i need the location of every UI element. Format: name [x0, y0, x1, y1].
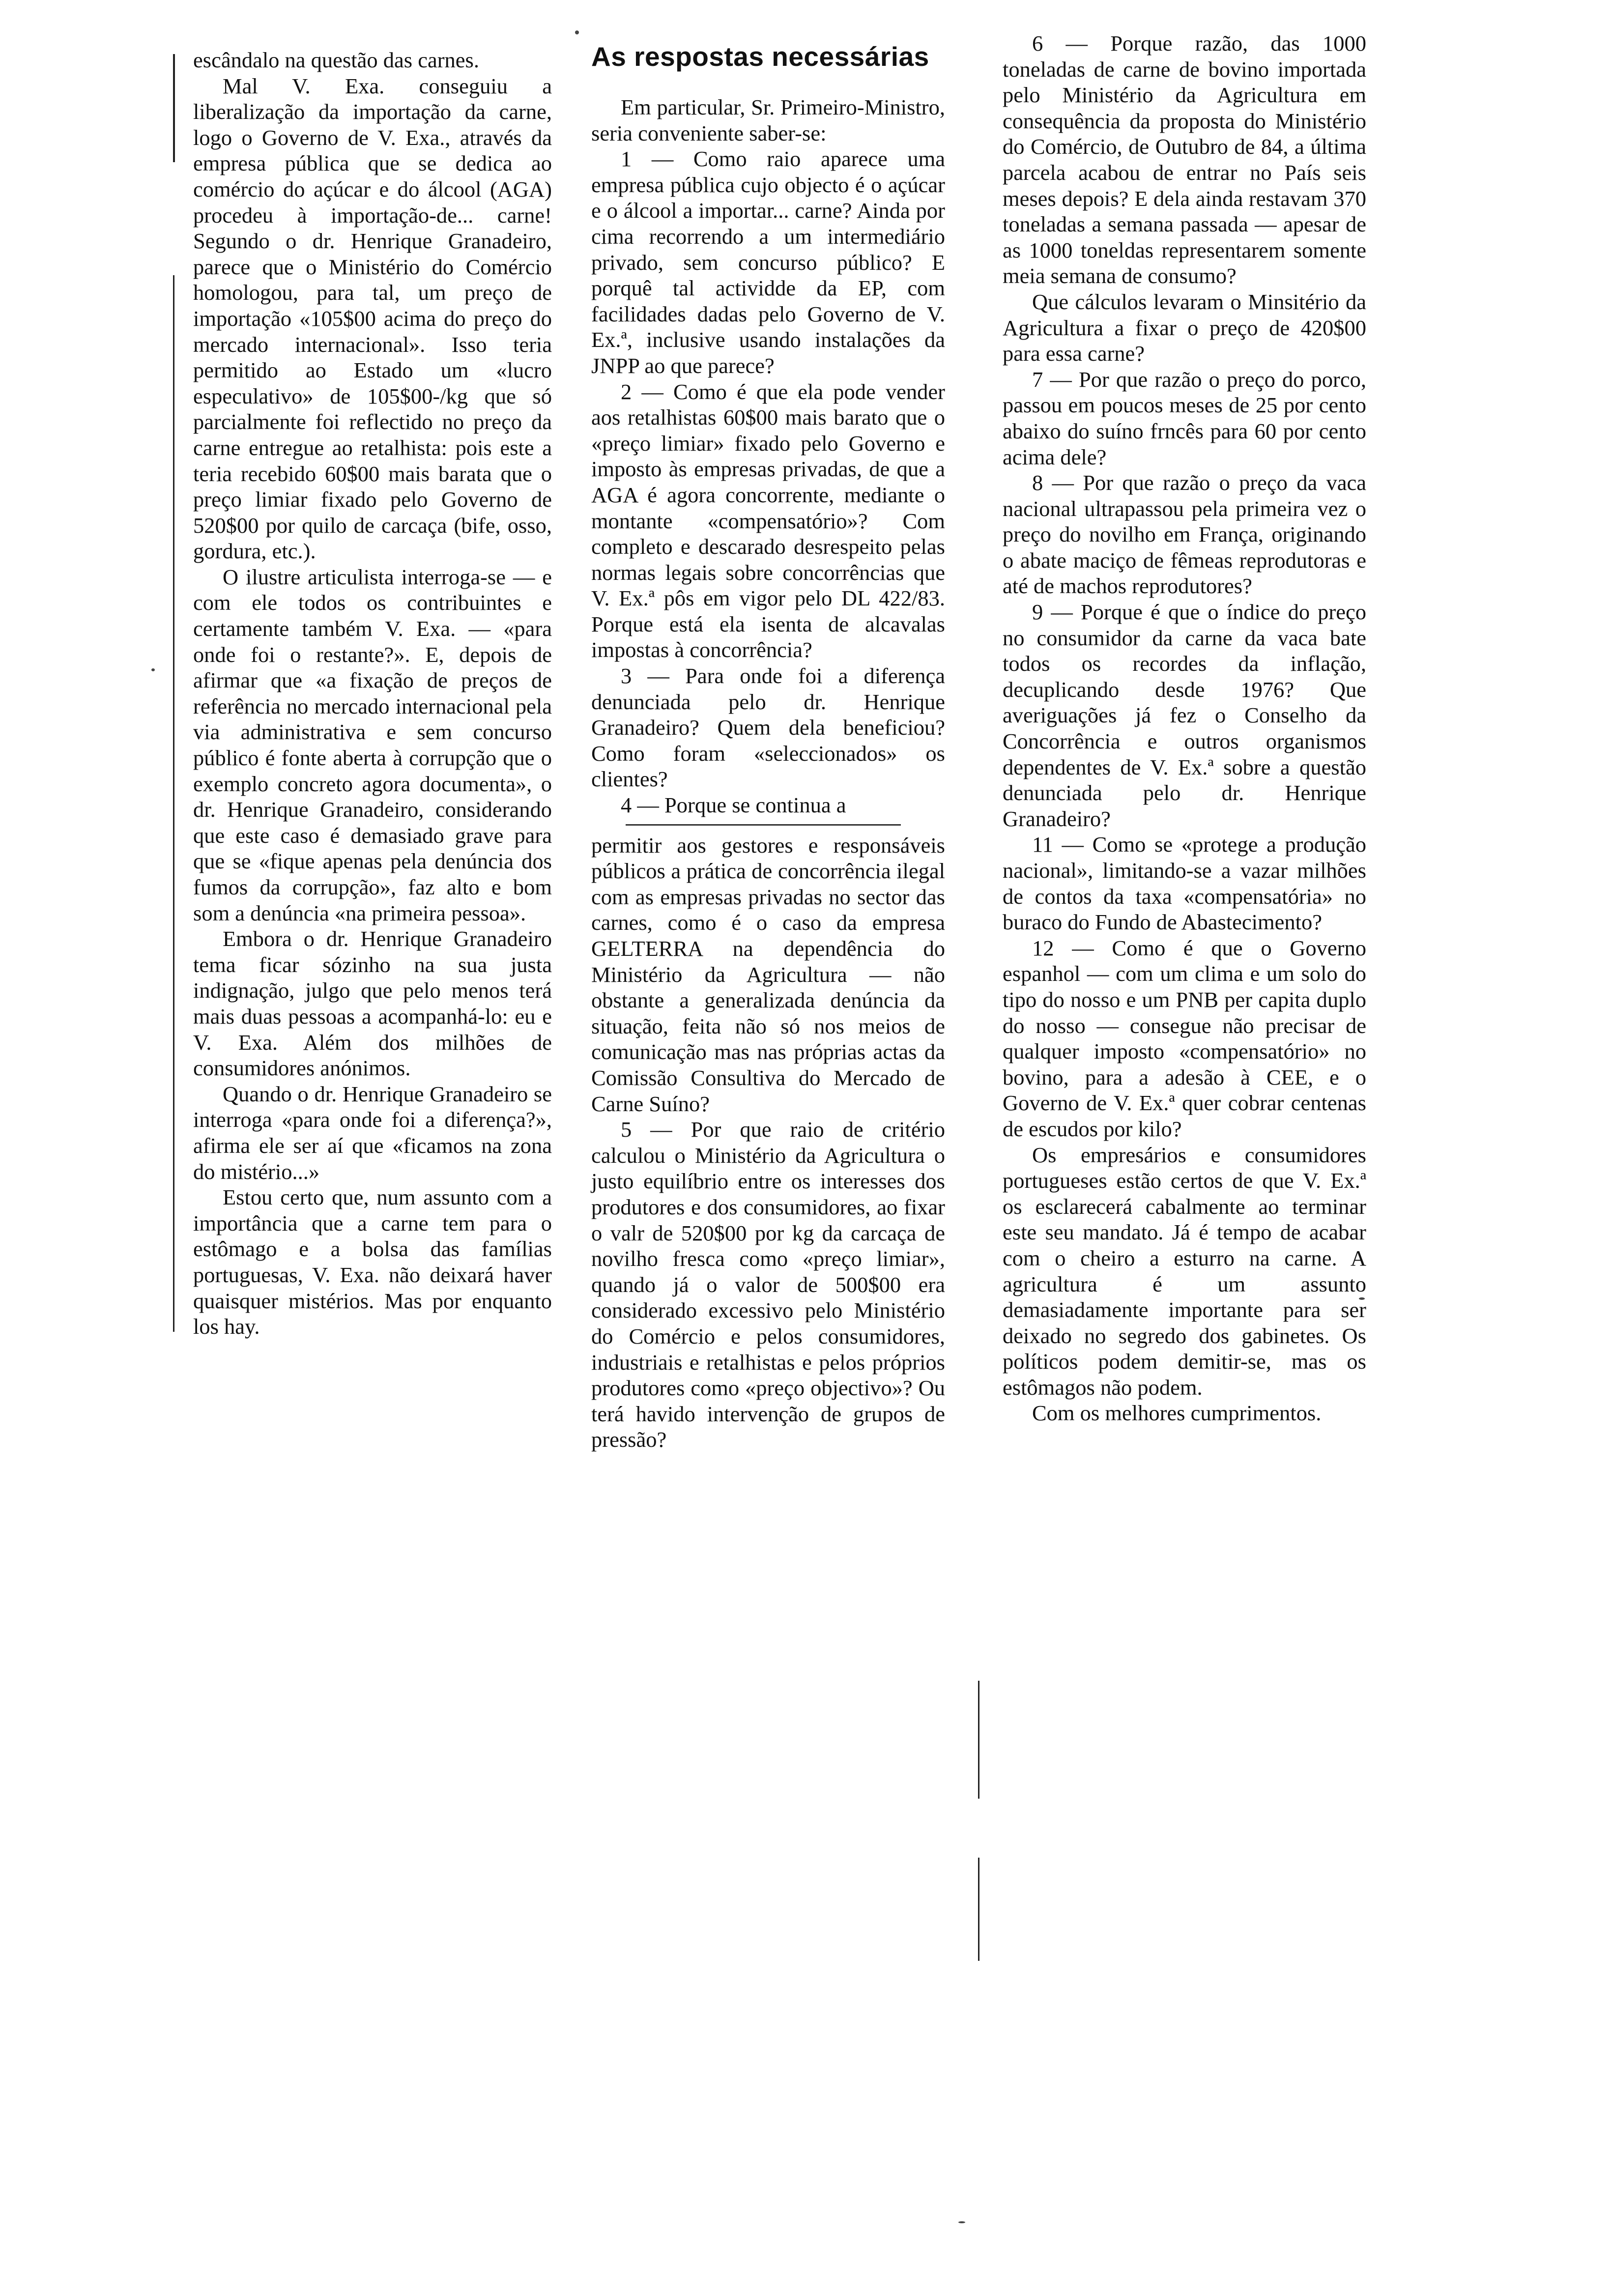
paragraph: 8 — Por que razão o preço da vaca nacional ultrapassou pela primeira vez o preço do novilho em França, originando o abate maciço de fêmeas reprodutoras e até de machos reprodutores?	[1003, 470, 1366, 599]
paragraph: 2 — Como é que ela pode vender aos retalhistas 60$00 mais barato que o «preço limiar» fixado pelo Governo e imposto às empresas privadas, de que a AGA é agora concorrente, mediante o montante «compensatório»? Com completo e descarado desrespeito pelas normas legais sobre concorrências que V. Ex.ª pôs em vigor pelo DL 422/83. Porque está ela isenta de alcavalas impostas à concorrência?	[591, 379, 945, 662]
paragraph: 9 — Porque é que o índice do preço no consumidor da carne da vaca bate todos os recordes da inflação, decuplicando desde 1976? Que averiguações já fez o Conselho da Concorrência e outros organismos dependentes de V. Ex.ª sobre a questão denunciada pelo dr. Henrique Granadeiro?	[1003, 600, 1366, 831]
scan-speck	[575, 30, 579, 34]
paragraph: 7 — Por que razão o preço do porco, passou em poucos meses de 25 por cento abaixo do suíno frncês para 60 por cento acima dele?	[1003, 367, 1366, 469]
column-1	[193, 47, 552, 1340]
paragraph: Estou certo que, num assunto com a importância que a carne tem para o estômago e a bolsa das famílias portuguesas, V. Exa. não deixará haver quaisquer mistérios. Mas por enquanto los hay.	[193, 1185, 552, 1339]
paragraph: Que cálculos levaram o Minsitério da Agricultura a fixar o preço de 420$00 para essa carne?	[1003, 289, 1366, 366]
paragraph: permitir aos gestores e responsáveis públicos a prática de concorrência ilegal com as empresas privadas no sector das carnes, como é o caso da empresa GELTERRA na dependência do Ministério da Agricultura — não obstante a generalizada denúncia da situação, feita não só nos meios de comunicação mas nas próprias actas da Comissão Consultiva do Mercado de Carne Suíno?	[591, 832, 945, 1116]
scan-speck	[958, 2221, 965, 2223]
column-break-rule	[626, 824, 901, 826]
paragraph: O ilustre articulista interroga-se — e com ele todos os contribuintes e certamente também V. Exa. — «para onde foi o restante?». E, depois de afirmar que «a fixação de preços de referência no mercado internacional pela via administrativa e sem concurso público é fonte aberta à corrupção que o exemplo concreto agora documenta», o dr. Henrique Granadeiro, considerando que este caso é demasiado grave para que se «fique apenas pela denúncia dos fumos da corrupção», faz alto e bom som a denúncia «na primeira pessoa».	[193, 564, 552, 925]
paragraph: 5 — Por que raio de critério calculou o Ministério da Agricultura o justo equilíbrio entre os interesses dos produtores e dos consumidores, ao fixar o valr de 520$00 por kg da carcaça de novilho fresca como «preço limiar», quando já o valor de 500$00 era considerado excessivo pelo Ministério do Comércio e pelos consumidores, industriais e retalhistas e pelos próprios produtores como «preço objectivo»? Ou terá havido intervenção de grupos de pressão?	[591, 1117, 945, 1452]
section-headline: As respostas necessárias	[591, 41, 929, 72]
paragraph: Quando o dr. Henrique Granadeiro se interroga «para onde foi a diferença?», afirma ele ser aí que «ficamos na zona do mistério...»	[193, 1081, 552, 1184]
margin-line	[978, 1681, 979, 1799]
paragraph: Embora o dr. Henrique Granadeiro tema ficar sózinho na sua justa indignação, julgo que pelo menos terá mais duas pessoas a acompanhá-lo: eu e V. Exa. Além dos milhões de consumidores anónimos.	[193, 926, 552, 1081]
margin-line	[978, 1858, 979, 1961]
column-3	[1003, 30, 1366, 1426]
paragraph: 11 — Como se «protege a produção nacional», limitando-se a vazar milhões de contos da taxa «compensatória» no buraco do Fundo de Abastecimento?	[1003, 832, 1366, 935]
margin-line	[173, 275, 174, 1332]
paragraph: escândalo na questão das carnes.	[193, 48, 479, 72]
paragraph: Mal V. Exa. conseguiu a liberalização da importação da carne, logo o Governo de V. Exa., através da empresa pública que se dedica ao comércio do açúcar e do álcool (AGA) procedeu à importação-de... carne! Segundo o dr. Henrique Granadeiro, parece que o Ministério do Comércio homologou, para tal, um preço de importação «105$00 acima do preço do mercado internacional». Isso teria permitido ao Estado um «lucro especulativo» de 105$00-/kg que só parcialmente foi reflectido no preço da carne entregue ao retalhista: pois este a teria recebido 60$00 mais barata que o preço limiar fixado pelo Governo de 520$00 por quilo de carcaça (bife, osso, gordura, etc.).	[193, 73, 552, 564]
paragraph: Em particular, Sr. Primeiro-Ministro, seria conveniente saber-se:	[591, 95, 945, 145]
paragraph: 12 — Como é que o Governo espanhol — com um clima e um solo do tipo do nosso e um PNB per capita duplo do nosso — consegue não precisar de qualquer imposto «compensatório» no bovino, para a adesão à CEE, e o Governo de V. Ex.ª quer cobrar centenas de escudos por kilo?	[1003, 935, 1366, 1141]
paragraph: Os empresários e consumidores portugueses estão certos de que V. Ex.ª os esclarecerá cabalmente ao terminar este seu mandato. Já é tempo de acabar com o cheiro a esturro na carne. A agricultura é um assunto demasiadamente importante para ser deixado no segredo dos gabinetes. Os políticos podem demitir-se, mas os estômagos não podem.	[1003, 1142, 1366, 1400]
paragraph: 3 — Para onde foi a diferença denunciada pelo dr. Henrique Granadeiro? Quem dela beneficiou? Como foram «seleccionados» os clientes?	[591, 663, 945, 792]
scan-speck	[151, 668, 155, 671]
column-2	[591, 27, 945, 1453]
paragraph: 1 — Como raio aparece uma empresa pública cujo objecto é o açúcar e o álcool a importar... carne? Ainda por cima recorrendo a um intermediário privado, sem concurso público? E porquê tal actividde da EP, com facilidades dadas pelo Governo de V. Ex.ª, inclusive usando instalações da JNPP ao que parece?	[591, 146, 945, 378]
margin-line	[173, 54, 175, 162]
paragraph: Com os melhores cumprimentos.	[1032, 1401, 1322, 1426]
paragraph: 4 — Porque se continua a	[621, 793, 846, 818]
paragraph: 6 — Porque razão, das 1000 toneladas de carne de bovino importada pelo Ministério da Agricultura em consequência da proposta do Ministério do Comércio, de Outubro de 84, a última parcela acabou de entrar no País seis meses depois? E dela ainda restavam 370 toneladas a semana passada — apesar de as 1000 toneldas representarem somente meia semana de consumo?	[1003, 31, 1366, 288]
